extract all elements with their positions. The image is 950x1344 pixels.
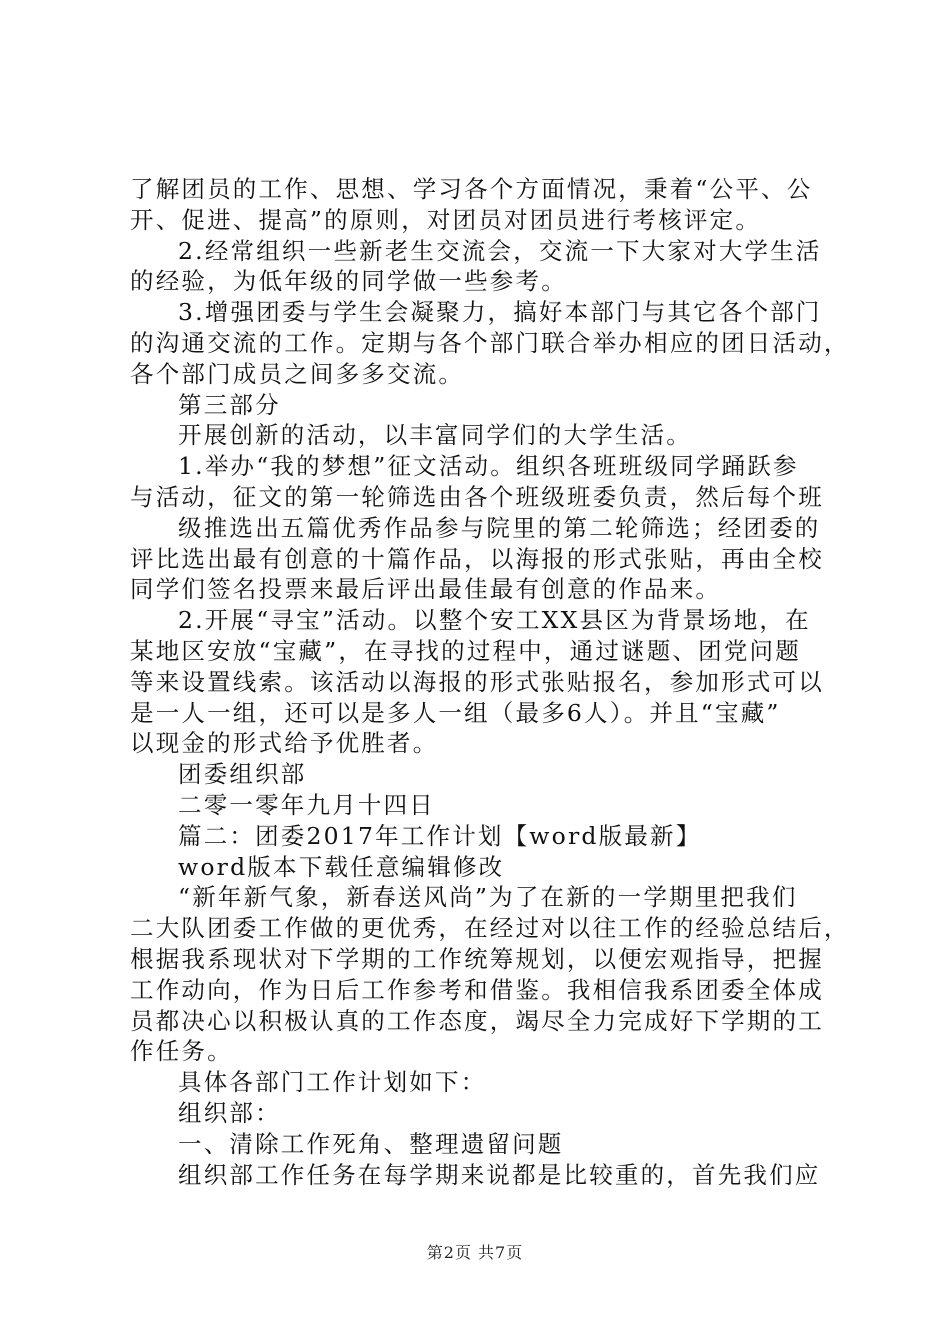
text-line: 工作动向，作为日后工作参考和借鉴。我相信我系团委全体成 bbox=[130, 975, 824, 1004]
text-line: word版本下载任意编辑修改 bbox=[178, 852, 505, 881]
document-body bbox=[130, 174, 850, 1190]
text-line: 开、促进、提高”的原则，对团员对团员进行考核评定。 bbox=[130, 205, 762, 234]
text-line: 组织部工作任务在每学期来说都是比较重的，首先我们应 bbox=[178, 1160, 821, 1189]
text-line: 评比选出最有创意的十篇作品，以海报的形式张贴，再由全校 bbox=[130, 544, 824, 573]
text-line: 的沟通交流的工作。定期与各个部门联合举办相应的团日活动， bbox=[130, 328, 850, 357]
text-line: 了解团员的工作、思想、学习各个方面情况，秉着“公平、公 bbox=[130, 175, 813, 203]
text-line: 同学们签名投票来最后评出最佳最有创意的作品来。 bbox=[130, 575, 722, 604]
text-line: 各个部门成员之间多多交流。 bbox=[130, 359, 465, 388]
text-line: 一、清除工作死角、整理遗留问题 bbox=[178, 1129, 564, 1158]
text-line: 的经验，为低年级的同学做一些参考。 bbox=[130, 267, 567, 296]
text-line: 作任务。 bbox=[130, 1037, 233, 1066]
text-line: 1.举办“我的梦想”征文活动。组织各班班级同学踊跃参 bbox=[178, 452, 799, 481]
text-line: 与活动，征文的第一轮筛选由各个班级班委负责，然后每个班 bbox=[130, 482, 824, 511]
text-line: 篇二：团委2017年工作计划【word版最新】 bbox=[178, 821, 702, 850]
text-line: 某地区安放“宝藏”，在寻找的过程中，通过谜题、团党问题 bbox=[130, 636, 801, 665]
text-line: 2.经常组织一些新老生交流会，交流一下大家对大学生活 bbox=[178, 236, 822, 265]
text-line: 二零一零年九月十四日 bbox=[178, 790, 435, 819]
text-line: 开展创新的活动，以丰富同学们的大学生活。 bbox=[178, 421, 692, 450]
text-line: 团委组织部 bbox=[178, 760, 307, 789]
text-line: 员都决心以积极认真的工作态度，竭尽全力完成好下学期的工 bbox=[130, 1006, 824, 1035]
text-line: 以现金的形式给予优胜者。 bbox=[130, 729, 439, 758]
text-line: “新年新气象，新春送风尚”为了在新的一学期里把我们 bbox=[178, 883, 798, 912]
text-line: 具体各部门工作计划如下： bbox=[178, 1068, 487, 1097]
text-line: 级推选出五篇优秀作品参与院里的第二轮筛选；经团委的 bbox=[178, 513, 821, 542]
text-line: 3.增强团委与学生会凝聚力，搞好本部门与其它各个部门 bbox=[178, 298, 822, 327]
text-line: 根据我系现状对下学期的工作统筹规划，以便宏观指导，把握 bbox=[130, 944, 824, 973]
text-line: 等来设置线索。该活动以海报的形式张贴报名，参加形式可以 bbox=[130, 667, 824, 696]
page-footer: 第2页 共7页 bbox=[426, 1243, 524, 1262]
text-line: 是一人一组，还可以是多人一组（最多6人）。并且“宝藏” bbox=[130, 698, 781, 727]
text-line: 组织部： bbox=[178, 1098, 281, 1127]
text-line: 二大队团委工作做的更优秀，在经过对以往工作的经验总结后， bbox=[130, 914, 850, 943]
text-line: 第三部分 bbox=[178, 390, 281, 419]
text-line: 2.开展“寻宝”活动。以整个安工XX县区为背景场地，在 bbox=[178, 606, 811, 635]
